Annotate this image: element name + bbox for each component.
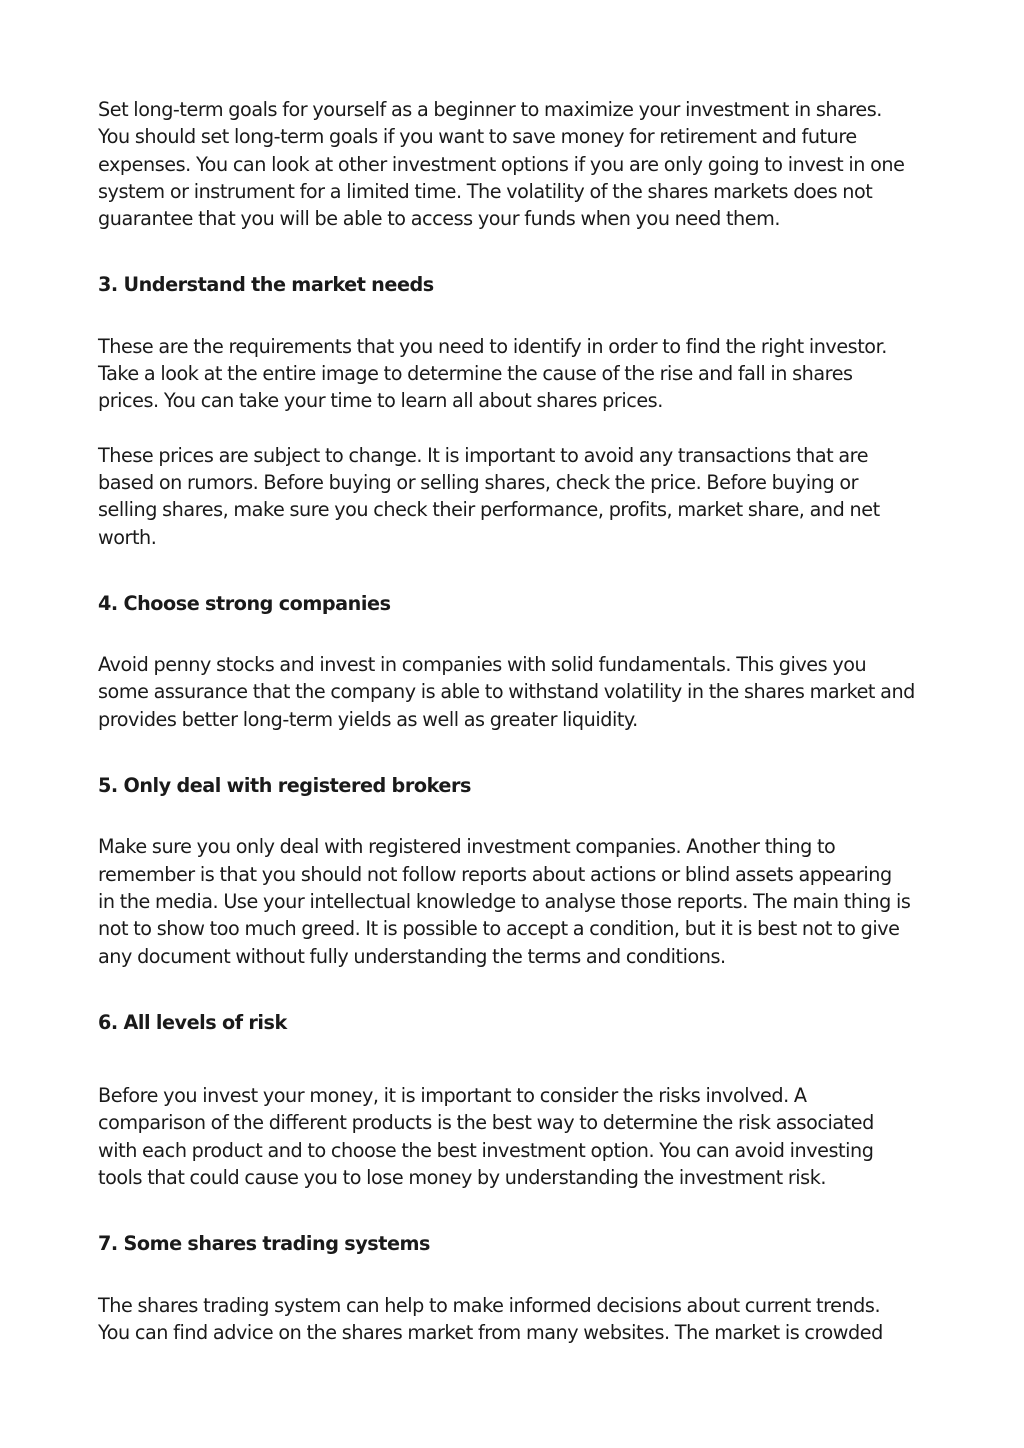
section-4-paragraph-1 [98,651,928,733]
text-line: tools that could cause you to lose money by understanding the investment risk. [98,1166,827,1190]
section-3-paragraph-1 [98,333,928,415]
section-5-paragraph-1 [98,833,928,969]
section-3-paragraph-2 [98,442,928,551]
text-line: guarantee that you will be able to access your funds when you need them. [98,207,781,231]
section-6-heading: 6. All levels of risk [98,1010,287,1034]
text-line: in the media. Use your intellectual knowledge to analyse those reports. The main thing is [98,889,911,913]
text-line: provides better long-term yields as well as greater liquidity. [98,707,638,731]
text-line: remember is that you should not follow reports about actions or blind assets appearing [98,862,892,886]
text-line: with each product and to choose the best investment option. You can avoid investing [98,1138,874,1162]
text-line: Before you invest your money, it is important to consider the risks involved. A [98,1084,807,1108]
text-line: Make sure you only deal with registered investment companies. Another thing to [98,835,836,859]
text-line: not to show too much greed. It is possible to accept a condition, but it is best not to give [98,917,900,941]
text-line: some assurance that the company is able to withstand volatility in the shares market and [98,680,915,704]
text-line: Take a look at the entire image to determine the cause of the rise and fall in shares [98,362,853,386]
text-line: You can find advice on the shares market from many websites. The market is crowded [98,1320,883,1344]
text-line: worth. [98,525,157,549]
section-7-paragraph-1 [98,1292,928,1347]
section-6-paragraph-1 [98,1082,928,1191]
text-line: comparison of the different products is the best way to determine the risk associated [98,1111,874,1135]
intro-paragraph [98,96,928,232]
text-line: These are the requirements that you need to identify in order to find the right investor. [98,334,887,358]
text-line: Set long-term goals for yourself as a beginner to maximize your investment in shares. [98,98,882,121]
text-line: The shares trading system can help to make informed decisions about current trends. [98,1293,881,1317]
document-page [98,96,928,1346]
section-3-heading: 3. Understand the market needs [98,273,434,297]
text-line: These prices are subject to change. It is important to avoid any transactions that are [98,443,869,467]
text-line: system or instrument for a limited time. The volatility of the shares markets does not [98,179,873,203]
section-7-heading: 7. Some shares trading systems [98,1232,431,1256]
section-4-heading: 4. Choose strong companies [98,591,391,615]
text-line: You should set long-term goals if you want to save money for retirement and future [98,125,857,149]
text-line: Avoid penny stocks and invest in companies with solid fundamentals. This gives you [98,653,867,677]
section-5-heading: 5. Only deal with registered brokers [98,774,471,798]
text-line: any document without fully understanding the terms and conditions. [98,944,726,968]
text-line: selling shares, make sure you check their performance, profits, market share, and net [98,498,880,522]
text-line: based on rumors. Before buying or selling shares, check the price. Before buying or [98,470,859,494]
text-line: expenses. You can look at other investment options if you are only going to invest in one [98,152,905,176]
text-line: prices. You can take your time to learn all about shares prices. [98,389,663,413]
